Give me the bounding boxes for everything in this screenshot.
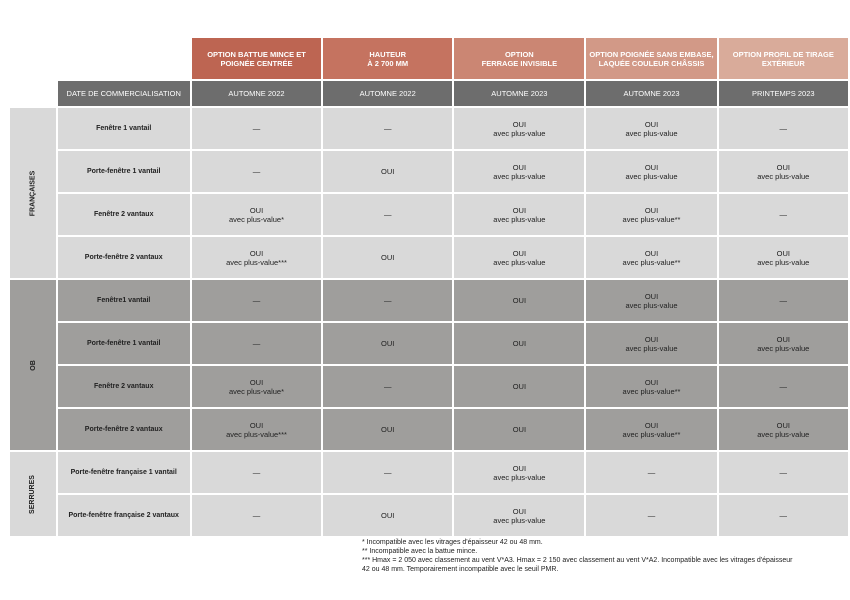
table-cell: OUI avec plus-value <box>586 280 716 321</box>
table-row <box>10 237 848 278</box>
row-label: Fenêtre 1 vantail <box>58 108 190 149</box>
row-label: Porte-fenêtre française 1 vantail <box>58 452 190 493</box>
table-cell: — <box>586 495 716 536</box>
date-row <box>10 81 848 106</box>
table-cell: OUI avec plus-value <box>454 151 584 192</box>
commercialisation-date: AUTOMNE 2023 <box>454 81 584 106</box>
table-cell: — <box>323 280 452 321</box>
table-cell: OUI avec plus-value** <box>586 237 716 278</box>
table-cell: OUI <box>323 151 452 192</box>
table-row <box>10 323 848 364</box>
table-cell: OUI avec plus-value*** <box>192 237 321 278</box>
header-spacer <box>10 38 190 79</box>
table-cell: — <box>719 108 848 149</box>
table-cell: OUI avec plus-value <box>454 495 584 536</box>
option-header: OPTION BATTUE MINCE ET POIGNÉE CENTRÉE <box>192 38 321 79</box>
row-label: Fenêtre 2 vantaux <box>58 366 190 407</box>
table-cell: OUI <box>454 323 584 364</box>
commercialisation-date: PRINTEMPS 2023 <box>719 81 848 106</box>
table-cell: — <box>192 323 321 364</box>
section-name: OB <box>29 359 37 371</box>
table-cell: OUI avec plus-value <box>719 323 848 364</box>
table-cell: — <box>323 108 452 149</box>
table-cell: OUI avec plus-value <box>454 194 584 235</box>
section-name: SERRURES <box>29 474 37 514</box>
table-cell: OUI <box>454 280 584 321</box>
footnotes <box>362 538 802 574</box>
row-label: Porte-fenêtre 1 vantail <box>58 323 190 364</box>
table-cell: OUI avec plus-value <box>454 452 584 493</box>
table-cell: — <box>323 194 452 235</box>
footnote: * Incompatible avec les vitrages d'épaisseur 42 ou 48 mm. <box>362 539 543 546</box>
row-label: Porte-fenêtre 2 vantaux <box>58 409 190 450</box>
table-cell: — <box>323 366 452 407</box>
date-spacer <box>10 81 56 106</box>
table-cell: — <box>719 194 848 235</box>
table-cell: OUI avec plus-value*** <box>192 409 321 450</box>
commercialisation-date: AUTOMNE 2022 <box>323 81 452 106</box>
table-cell: OUI <box>454 366 584 407</box>
table-cell: OUI <box>323 409 452 450</box>
option-header: OPTION PROFIL DE TIRAGE EXTÉRIEUR <box>719 38 848 79</box>
table-cell: — <box>719 366 848 407</box>
commercialisation-date: AUTOMNE 2022 <box>192 81 321 106</box>
table-cell: OUI avec plus-value <box>586 108 716 149</box>
option-header-row <box>10 38 848 79</box>
table-cell: OUI avec plus-value <box>719 151 848 192</box>
table-cell: — <box>719 452 848 493</box>
option-header: HAUTEUR À 2 700 MM <box>323 38 452 79</box>
table-cell: — <box>323 452 452 493</box>
table-cell: — <box>586 452 716 493</box>
table-cell: — <box>192 108 321 149</box>
table-cell: — <box>192 495 321 536</box>
table-row <box>10 452 848 493</box>
table-cell: OUI avec plus-value <box>719 409 848 450</box>
table-cell: OUI <box>323 237 452 278</box>
table-cell: — <box>192 151 321 192</box>
table-cell: OUI avec plus-value <box>719 237 848 278</box>
table-row <box>10 409 848 450</box>
table-cell: OUI <box>323 323 452 364</box>
options-table <box>8 36 850 538</box>
table-row <box>10 280 848 321</box>
table-cell: — <box>719 280 848 321</box>
table-cell: OUI avec plus-value* <box>192 366 321 407</box>
table-cell: — <box>192 452 321 493</box>
table-cell: OUI avec plus-value <box>586 323 716 364</box>
table-cell: OUI avec plus-value** <box>586 366 716 407</box>
table-cell: OUI avec plus-value* <box>192 194 321 235</box>
section-name: FRANÇAISES <box>29 170 37 216</box>
row-label: Fenêtre1 vantail <box>58 280 190 321</box>
footnote: ** Incompatible avec la battue mince. <box>362 548 478 555</box>
table-cell: OUI avec plus-value <box>586 151 716 192</box>
option-header: OPTION FERRAGE INVISIBLE <box>454 38 584 79</box>
section-label <box>10 280 56 450</box>
table-cell: — <box>719 495 848 536</box>
table-cell: OUI avec plus-value** <box>586 409 716 450</box>
row-label: Porte-fenêtre 2 vantaux <box>58 237 190 278</box>
row-label: Porte-fenêtre française 2 vantaux <box>58 495 190 536</box>
table-row <box>10 151 848 192</box>
table-cell: OUI <box>323 495 452 536</box>
date-label: DATE DE COMMERCIALISATION <box>58 81 190 106</box>
table-cell: OUI avec plus-value <box>454 108 584 149</box>
footnote: *** Hmax = 2 050 avec classement au vent V*A3. Hmax = 2 150 avec classement au vent V*A2. Incompatible avec les vitrages d'épaisseur 42 ou 48 mm. Temporairement incompatible avec le seuil PMR. <box>362 557 793 573</box>
commercialisation-date: AUTOMNE 2023 <box>586 81 716 106</box>
row-label: Porte-fenêtre 1 vantail <box>58 151 190 192</box>
table-row <box>10 194 848 235</box>
row-label: Fenêtre 2 vantaux <box>58 194 190 235</box>
table-cell: OUI <box>454 409 584 450</box>
table-cell: — <box>192 280 321 321</box>
option-header: OPTION POIGNÉE SANS EMBASE, LAQUÉE COULEUR CHÂSSIS <box>586 38 716 79</box>
table-row <box>10 495 848 536</box>
section-label <box>10 108 56 278</box>
table-cell: OUI avec plus-value <box>454 237 584 278</box>
table-row <box>10 366 848 407</box>
section-label <box>10 452 56 536</box>
table-cell: OUI avec plus-value** <box>586 194 716 235</box>
table-row <box>10 108 848 149</box>
